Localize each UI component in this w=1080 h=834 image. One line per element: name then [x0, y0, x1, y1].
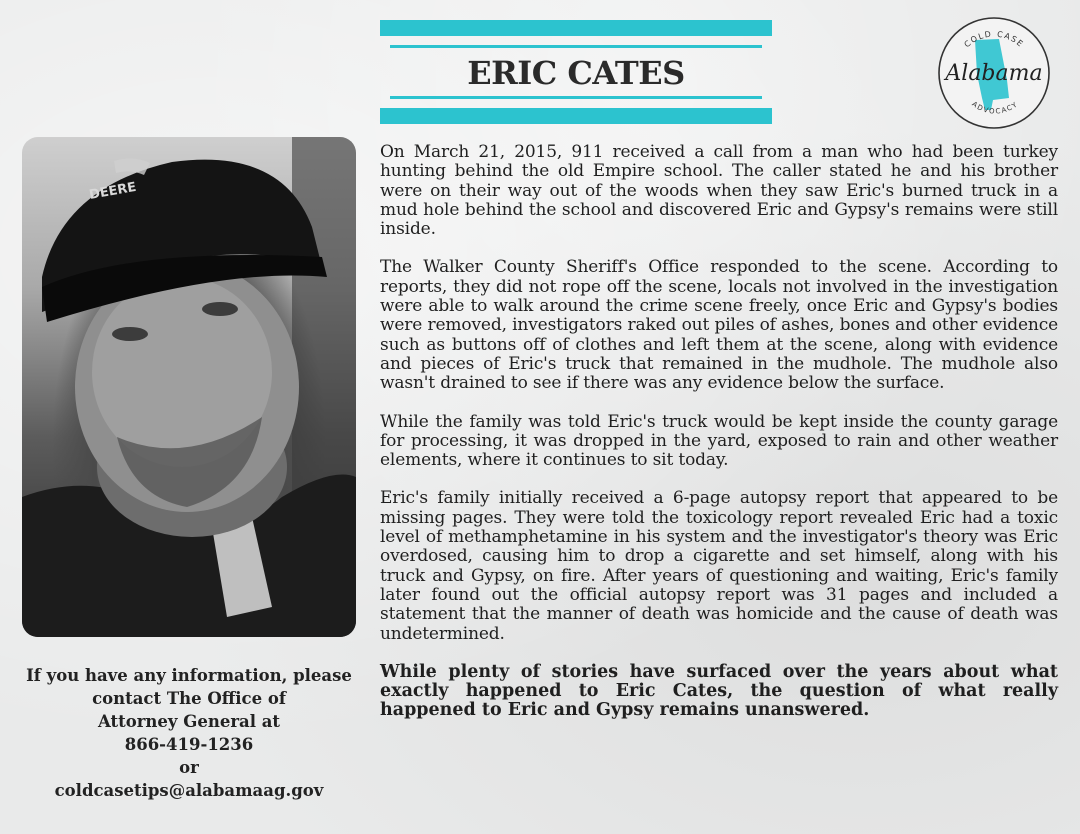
logo-script-text: Alabama: [945, 61, 1043, 86]
cap-logo-text: DEERE: [88, 179, 138, 203]
story-text: [380, 143, 1058, 721]
story-paragraph-2: The Walker County Sheriff's Office responded to the scene. According to reports, they did not rope off the scene, locals not involved in the investigation were able to walk around the crime scene freely, once Eric and Gypsy's bodies were removed, investigators raked out piles of ashes, bones and other evidence such as buttons off of clothes and left them at the scene, along with evidence and pieces of Eric's truck that remained in the mudhole. The mudhole also wasn't drained to see if there was any evidence below the surface.: [380, 257, 1058, 394]
contact-line-3: Attorney General at: [97, 712, 281, 731]
contact-line-1: If you have any information, please: [26, 666, 352, 685]
portrait-photo: [22, 137, 356, 637]
header-rule-bottom: [390, 96, 762, 99]
story-paragraph-1: On March 21, 2015, 911 received a call from a man who had been turkey hunting behind the old Empire school. The caller stated he and his brother were on their way out of the woods when they saw Eric's burned truck in a mud hole behind the school and discovered Eric and Gypsy's remains were still inside.: [380, 142, 1058, 240]
contact-email: coldcasetips@alabamaag.gov: [54, 781, 324, 800]
contact-or: or: [179, 758, 199, 777]
logo-bottom-text: ADVOCACY: [970, 100, 1020, 116]
story-paragraph-4: Eric's family initially received a 6-page autopsy report that appeared to be missing pages. They were told the toxicology report revealed Eric had a toxic level of methamphetamine in his system and the investigator's theory was Eric overdosed, causing him to drop a cigarette and set himself, along with his truck and Gypsy, on fire. After years of questioning and waiting, Eric's family later found out the official autopsy report was 31 pages and included a statement that the manner of death was homicide and the cause of death was undetermined.: [380, 488, 1058, 644]
header-bar-top: [380, 20, 772, 36]
story-paragraph-5: While plenty of stories have surfaced over the years about what exactly happened to Eric Cates, the question of what really happened to Eric and Gypsy remains unanswered.: [380, 661, 1058, 721]
logo-top-text: COLD CASE: [962, 29, 1026, 50]
header-rule-top: [390, 45, 762, 48]
header-bar-bottom: [380, 108, 772, 124]
story-paragraph-3: While the family was told Eric's truck would be kept inside the county garage for processing, it was dropped in the yard, exposed to rain and other weather elements, where it continues to sit today.: [380, 411, 1058, 471]
page-title: ERIC CATES: [467, 54, 685, 92]
contact-phone: 866-419-1236: [124, 735, 254, 754]
contact-line-2: contact The Office of: [92, 689, 286, 708]
contact-info: [22, 664, 356, 802]
cold-case-alabama-advocacy-logo: [935, 14, 1053, 132]
